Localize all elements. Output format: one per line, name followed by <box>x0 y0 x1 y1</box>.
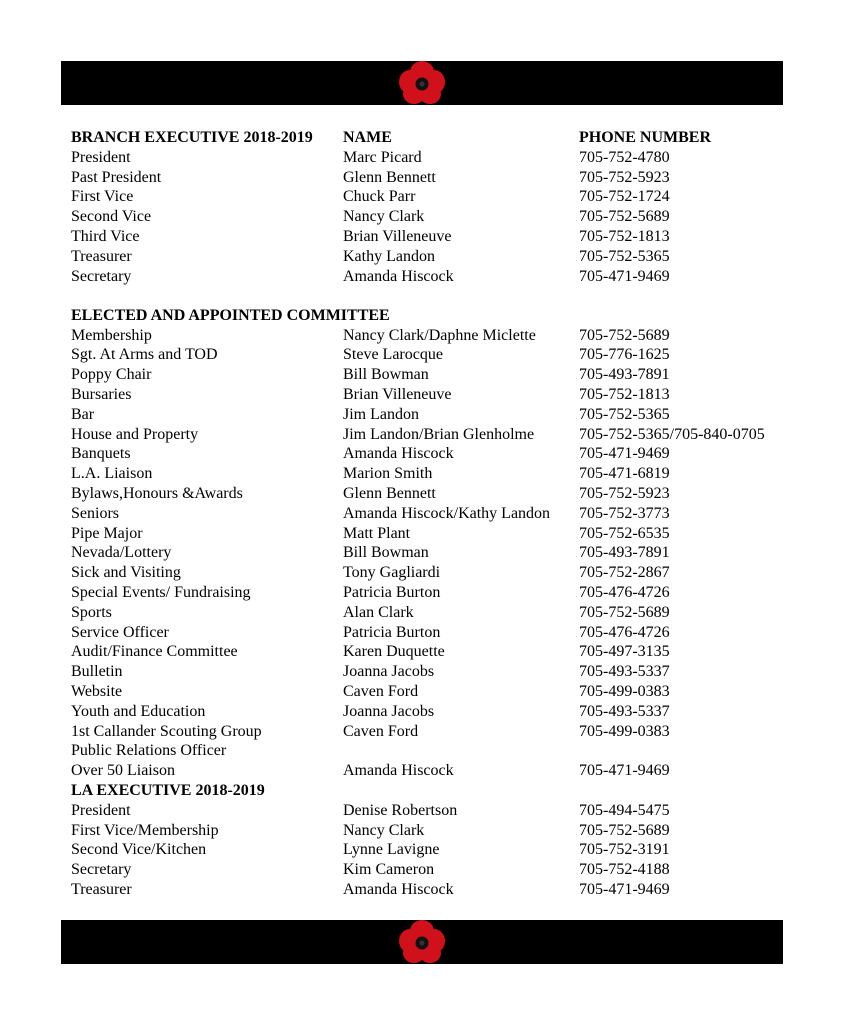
la-executive-list <box>71 801 791 900</box>
table-row <box>71 207 791 227</box>
name-cell: Tony Gagliardi <box>343 564 441 582</box>
position-cell: Over 50 Liaison <box>71 762 175 780</box>
name-cell: Lynne Lavigne <box>343 841 440 859</box>
name-cell: Nancy Clark <box>343 821 425 839</box>
section-spacer <box>71 286 791 306</box>
position-cell: Third Vice <box>71 227 140 245</box>
table-row <box>71 345 791 365</box>
name-cell: Caven Ford <box>343 683 419 701</box>
name-cell: Steve Larocque <box>343 346 443 364</box>
position-cell: Sick and Visiting <box>71 564 181 582</box>
phone-cell: 705-752-1813 <box>579 227 670 245</box>
name-cell: Amanda Hiscock <box>343 762 454 780</box>
phone-cell: 705-752-5689 <box>579 326 670 344</box>
position-cell: Treasurer <box>71 247 132 265</box>
phone-cell: 705-752-2867 <box>579 564 670 582</box>
committee-section-title: ELECTED AND APPOINTED COMMITTEE <box>71 306 390 324</box>
phone-cell: 705-752-4188 <box>579 861 670 879</box>
position-cell: Poppy Chair <box>71 366 152 384</box>
poppy-icon <box>397 59 447 107</box>
name-cell: Kathy Landon <box>343 247 435 265</box>
position-cell: Membership <box>71 326 152 344</box>
name-cell: Matt Plant <box>343 524 411 542</box>
name-cell: Marc Picard <box>343 148 422 166</box>
table-row <box>71 326 791 346</box>
phone-cell: 705-471-9469 <box>579 445 670 463</box>
position-cell: 1st Callander Scouting Group <box>71 722 262 740</box>
name-cell: Bill Bowman <box>343 366 429 384</box>
name-cell: Patricia Burton <box>343 623 441 641</box>
table-row <box>71 543 791 563</box>
phone-cell: 705-499-0383 <box>579 722 670 740</box>
phone-cell: 705-497-3135 <box>579 643 670 661</box>
name-cell: Bill Bowman <box>343 544 429 562</box>
position-cell: First Vice/Membership <box>71 821 219 839</box>
phone-cell: 705-499-0383 <box>579 683 670 701</box>
phone-cell: 705-471-6819 <box>579 465 670 483</box>
table-row <box>71 642 791 662</box>
name-cell: Joanna Jacobs <box>343 663 435 681</box>
branch-header-row <box>71 128 791 148</box>
phone-cell: 705-752-3191 <box>579 841 670 859</box>
phone-cell: 705-471-9469 <box>579 762 670 780</box>
phone-cell: 705-494-5475 <box>579 801 670 819</box>
directory <box>71 128 791 900</box>
table-row <box>71 702 791 722</box>
phone-cell: 705-752-5365/705-840-0705 <box>579 425 765 443</box>
name-cell: Glenn Bennett <box>343 168 436 186</box>
name-cell: Nancy Clark <box>343 208 425 226</box>
name-column-header: NAME <box>343 129 392 146</box>
phone-cell: 705-752-1813 <box>579 386 670 404</box>
phone-column-header: PHONE NUMBER <box>579 129 711 146</box>
table-row <box>71 365 791 385</box>
position-cell: Website <box>71 683 123 701</box>
table-row <box>71 187 791 207</box>
phone-cell: 705-493-7891 <box>579 366 670 384</box>
name-cell: Caven Ford <box>343 722 419 740</box>
table-row <box>71 860 791 880</box>
table-row <box>71 405 791 425</box>
table-row <box>71 247 791 267</box>
position-cell: Seniors <box>71 504 119 522</box>
table-row <box>71 148 791 168</box>
phone-cell: 705-493-5337 <box>579 663 670 681</box>
position-cell: Nevada/Lottery <box>71 544 172 562</box>
phone-cell: 705-752-6535 <box>579 524 670 542</box>
position-cell: Youth and Education <box>71 702 206 720</box>
name-cell: Chuck Parr <box>343 188 416 206</box>
position-cell: Audit/Finance Committee <box>71 643 238 661</box>
phone-cell: 705-752-5689 <box>579 208 670 226</box>
phone-cell: 705-476-4726 <box>579 623 670 641</box>
position-cell: House and Property <box>71 425 199 443</box>
position-cell: Bursaries <box>71 386 132 404</box>
position-cell: L.A. Liaison <box>71 465 153 483</box>
position-cell: Banquets <box>71 445 131 463</box>
name-cell: Marion Smith <box>343 465 433 483</box>
position-cell: President <box>71 148 131 166</box>
table-row <box>71 464 791 484</box>
phone-cell: 705-752-3773 <box>579 504 670 522</box>
table-row <box>71 484 791 504</box>
position-cell: Bulletin <box>71 663 123 681</box>
name-cell: Patricia Burton <box>343 584 441 602</box>
phone-cell: 705-471-9469 <box>579 267 670 285</box>
table-row <box>71 168 791 188</box>
phone-cell: 705-476-4726 <box>579 584 670 602</box>
phone-cell: 705-752-5923 <box>579 485 670 503</box>
branch-executive-list <box>71 148 791 287</box>
table-row <box>71 563 791 583</box>
position-cell: Secretary <box>71 267 132 285</box>
phone-cell: 705-776-1625 <box>579 346 670 364</box>
position-cell: Second Vice <box>71 208 152 226</box>
name-cell: Jim Landon <box>343 405 419 423</box>
position-cell: Bar <box>71 405 95 423</box>
position-cell: Pipe Major <box>71 524 143 542</box>
footer-bar <box>61 920 783 964</box>
position-cell: Secretary <box>71 861 132 879</box>
position-cell: Special Events/ Fundraising <box>71 584 251 602</box>
table-row <box>71 425 791 445</box>
table-row <box>71 722 791 742</box>
table-row <box>71 682 791 702</box>
phone-cell: 705-493-7891 <box>579 544 670 562</box>
table-row <box>71 444 791 464</box>
table-row <box>71 385 791 405</box>
table-row <box>71 603 791 623</box>
phone-cell: 705-752-5923 <box>579 168 670 186</box>
name-cell: Amanda Hiscock <box>343 267 454 285</box>
position-cell: Public Relations Officer <box>71 742 227 760</box>
name-cell: Amanda Hiscock <box>343 880 454 898</box>
table-row <box>71 821 791 841</box>
committee-list <box>71 326 791 781</box>
phone-cell: 705-752-5365 <box>579 247 670 265</box>
table-row <box>71 840 791 860</box>
la-section-title: LA EXECUTIVE 2018-2019 <box>71 782 265 799</box>
position-cell: Second Vice/Kitchen <box>71 841 207 859</box>
position-cell: Bylaws,Honours &Awards <box>71 485 243 503</box>
name-cell: Denise Robertson <box>343 801 458 819</box>
name-cell: Amanda Hiscock/Kathy Landon <box>343 504 551 522</box>
position-cell: President <box>71 801 131 819</box>
header-bar <box>61 61 783 105</box>
table-row <box>71 504 791 524</box>
phone-cell: 705-471-9469 <box>579 880 670 898</box>
name-cell: Glenn Bennett <box>343 485 436 503</box>
position-cell: Sgt. At Arms and TOD <box>71 346 218 364</box>
table-row <box>71 524 791 544</box>
position-cell: First Vice <box>71 188 134 206</box>
name-cell: Joanna Jacobs <box>343 702 435 720</box>
table-row <box>71 583 791 603</box>
position-cell: Service Officer <box>71 623 169 641</box>
name-cell: Brian Villeneuve <box>343 386 452 404</box>
table-row <box>71 801 791 821</box>
poppy-icon <box>397 918 447 966</box>
table-row <box>71 761 791 781</box>
phone-cell: 705-752-5365 <box>579 405 670 423</box>
phone-cell: 705-752-5689 <box>579 821 670 839</box>
name-cell: Alan Clark <box>343 603 414 621</box>
name-cell: Amanda Hiscock <box>343 445 454 463</box>
name-cell: Karen Duquette <box>343 643 445 661</box>
phone-cell: 705-752-4780 <box>579 148 670 166</box>
table-row <box>71 662 791 682</box>
position-cell: Past President <box>71 168 162 186</box>
phone-cell: 705-752-5689 <box>579 603 670 621</box>
position-cell: Sports <box>71 603 112 621</box>
phone-cell: 705-493-5337 <box>579 702 670 720</box>
position-cell: Treasurer <box>71 880 132 898</box>
table-row <box>71 880 791 900</box>
table-row <box>71 267 791 287</box>
name-cell: Brian Villeneuve <box>343 227 452 245</box>
table-row <box>71 227 791 247</box>
phone-cell: 705-752-1724 <box>579 188 670 206</box>
table-row <box>71 741 791 761</box>
table-row <box>71 623 791 643</box>
name-cell: Jim Landon/Brian Glenholme <box>343 425 535 443</box>
name-cell: Nancy Clark/Daphne Miclette <box>343 326 536 344</box>
branch-section-title: BRANCH EXECUTIVE 2018-2019 <box>71 129 313 146</box>
name-cell: Kim Cameron <box>343 861 435 879</box>
